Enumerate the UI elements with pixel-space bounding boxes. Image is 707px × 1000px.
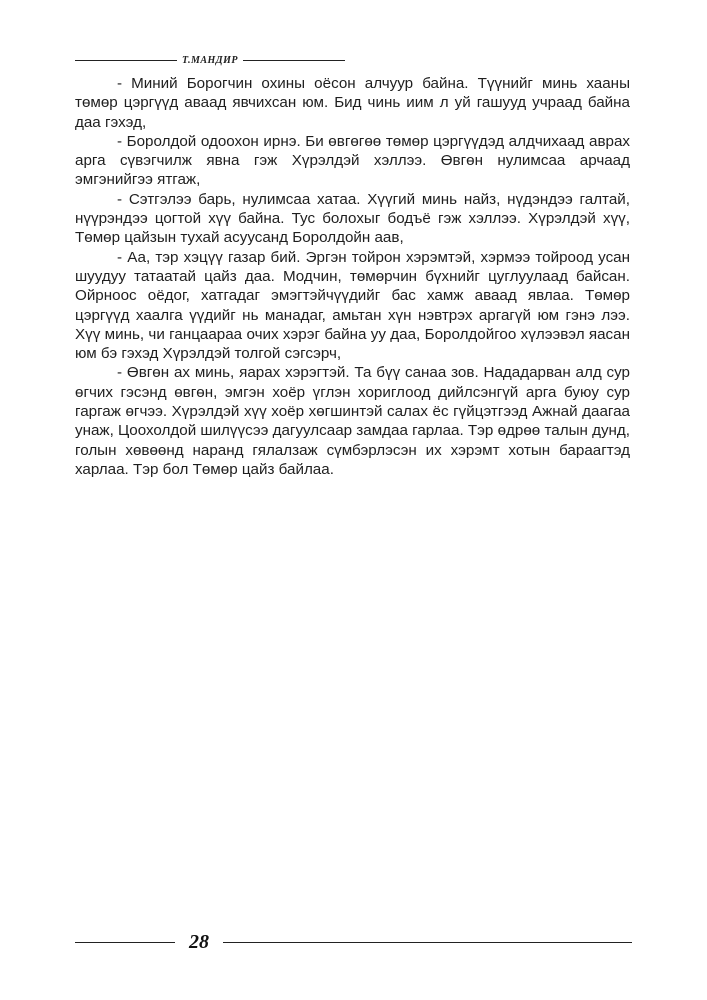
footer-rule-right [223, 942, 632, 943]
running-header [75, 52, 345, 68]
paragraph: - Өвгөн ах минь, яарах хэрэгтэй. Та бүү санаа зов. Нададарван алд сур өгчих гэсэнд өвгөн, эмгэн хоёр үглэн хориглоод дийлсэнгүй арга буюу сур гаргаж өгчээ. Хүрэлдэй хүү хоёр хөгшинтэй салах ёс гүйцэтгээд Ажнай даагаа унаж, Цоохолдой шилүүсээ дагуулсаар замдаа гарлаа. Тэр өдрөө талын дунд, голын хөвөөнд наранд гялалзаж сүмбэрлэсэн их хэрэмт хотын бараагтэд харлаа. Тэр бол Төмөр цайз байлаа. [75, 364, 631, 478]
page-number: 28 [189, 930, 209, 953]
author-name: Т.МАНДИР [181, 54, 239, 66]
header-rule-right [243, 60, 345, 61]
page-body [75, 74, 630, 479]
paragraph: - Сэтгэлээ барь, нулимсаа хатаа. Хүүгий минь найз, нүдэндээ галтай, нүүрэндээ цогтой хүү байна. Тус болохыг бодъё гэж хэллээ. Хүрэлдэй хүү, Төмөр цайзын тухай асуусанд Боролдойн аав, [75, 190, 630, 247]
footer-rule-left [75, 942, 175, 943]
paragraph: - Боролдой одоохон ирнэ. Би өвгөгөө төмөр цэргүүдэд алдчихаад аврах арга сүвэгчилж явна гэж Хүрэлдэй хэллээ. Өвгөн нулимсаа арчаад эмгэнийгээ ятгаж, [75, 132, 630, 189]
header-rule-left [75, 60, 177, 61]
paragraph: - Миний Борогчин охины оёсон алчуур байна. Түүнийг минь хааны төмөр цэргүүд аваад явчихсан юм. Бид чинь иим л уй гашууд учраад байна даа гэхэд, [75, 75, 630, 131]
page-footer [75, 930, 632, 954]
paragraph: - Аа, тэр хэцүү газар бий. Эргэн тойрон хэрэмтэй, хэрмээ тойроод усан шуудуу татаатай цайз даа. Модчин, төмөрчин бүхнийг цуглуулаад байсан. Ойрноос оёдог, хатгадаг эмэгтэйчүүдийг бас хамж аваад явлаа. Төмөр цэргүүд хаалга үүдийг нь манадаг, амьтан хүн нэвтрэх аргагүй юм гэнэ лээ. Хүү минь, чи ганцаараа очих хэрэг байна уу даа, Боролдойгоо хүлээвэл яасан юм бэ гэхэд Хүрэлдэй толгой сэгсэрч, [75, 248, 630, 363]
